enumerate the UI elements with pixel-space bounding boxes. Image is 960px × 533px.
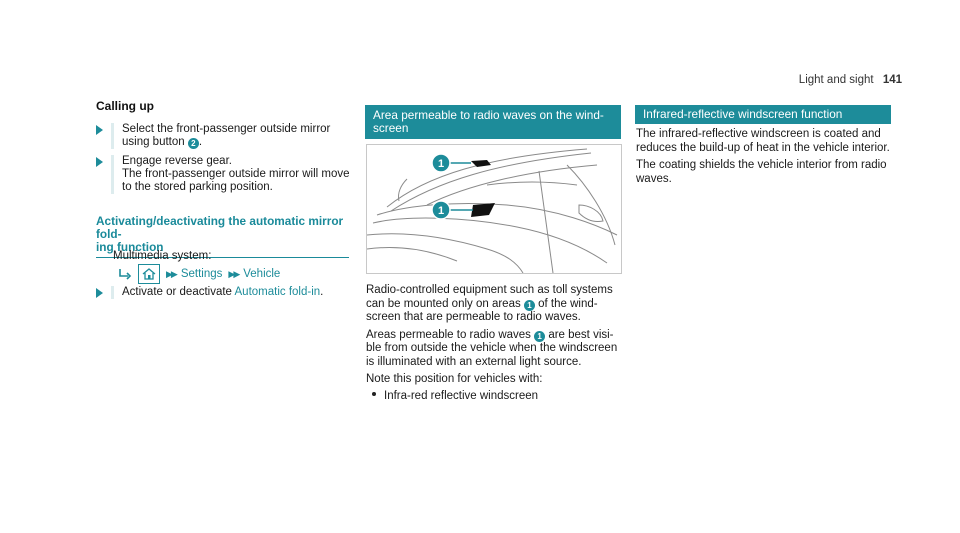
- calling-up-heading: Calling up: [96, 99, 154, 113]
- step-engage-reverse: [96, 155, 366, 194]
- step1-line1: Select the front-passenger outside mirror: [122, 123, 331, 135]
- p1-line2: [366, 298, 626, 312]
- menu-arrow-icon: [118, 268, 132, 280]
- infrared-banner: Infrared-reflective windscreen function: [635, 105, 891, 124]
- subheading-line2: ing function: [96, 240, 164, 254]
- double-chevron-icon: ▶▶: [166, 268, 176, 279]
- subheading-line1: Activating/deactivating the automatic mirror fold-: [96, 214, 344, 241]
- bullet-icon: [372, 392, 376, 396]
- c3-p2-line2: waves.: [636, 172, 672, 185]
- lower-permeable-area: [471, 203, 495, 217]
- p2-line3: is illuminated with an external light source.: [366, 355, 582, 368]
- p2-text-end: are best visi-: [548, 328, 614, 341]
- step1-line2: [122, 136, 330, 149]
- figure-callout-label: 1: [437, 158, 445, 170]
- step-select-mirror: [96, 123, 356, 149]
- step1-period: .: [198, 136, 203, 148]
- multimedia-label: Multimedia system:: [113, 250, 212, 262]
- col2-body: [366, 284, 626, 403]
- callout-badge-icon: 1: [534, 331, 545, 342]
- p3: Note this position for vehicles with:: [366, 373, 543, 385]
- step2-line1: Engage reverse gear.: [122, 155, 232, 167]
- automatic-fold-in-link[interactable]: Automatic fold-in: [234, 286, 321, 298]
- callout-badge-icon: 1: [524, 300, 535, 311]
- col3-body: [636, 128, 898, 186]
- p2-text: Areas permeable to radio waves: [366, 328, 531, 341]
- step-activate-fold: [96, 286, 366, 299]
- windscreen-illustration: [367, 145, 621, 273]
- p2-line2: ble from outside the vehicle when the windscreen: [366, 342, 618, 354]
- double-chevron-icon: ▶▶: [228, 268, 239, 279]
- p2-line1: [366, 329, 626, 343]
- step2-line3: to the stored parking position.: [122, 181, 273, 193]
- page-header: [799, 74, 902, 86]
- page-number: 141: [882, 74, 902, 86]
- c3-p1-line2: reduces the build-up of heat in the vehicle interior.: [636, 141, 890, 154]
- p1-text: can be mounted only on areas: [366, 297, 521, 310]
- home-icon[interactable]: [138, 264, 160, 284]
- nav-path: [118, 264, 280, 284]
- nav-settings[interactable]: Settings: [180, 268, 223, 280]
- step3-period: .: [320, 286, 324, 298]
- step-triangle-icon: [96, 125, 103, 135]
- step2-line2: The front-passenger outside mirror will move: [122, 168, 350, 180]
- windscreen-figure: [366, 144, 622, 274]
- callout-badge-icon: 2: [188, 138, 199, 149]
- c3-p2-line1: The coating shields the vehicle interior from radio: [636, 159, 887, 171]
- section-title: Light and sight: [798, 74, 874, 86]
- banner-line1: Area permeable to radio waves on the wind-: [373, 108, 604, 122]
- bullet-text: Infra-red reflective windscreen: [384, 389, 539, 402]
- step-triangle-icon: [96, 157, 103, 167]
- figure-callout-label: 1: [437, 205, 445, 217]
- p1-line1: Radio-controlled equipment such as toll systems: [366, 284, 613, 296]
- p1-line3: screen that are permeable to radio waves.: [366, 311, 581, 323]
- bullet-item: [366, 390, 626, 404]
- step-triangle-icon: [96, 288, 103, 298]
- step3-text: Activate or deactivate: [122, 286, 232, 298]
- banner-line2: screen: [373, 121, 409, 135]
- c3-p1-line1: The infrared-reflective windscreen is coated and: [636, 128, 881, 140]
- area-permeable-banner: [365, 105, 621, 139]
- nav-vehicle[interactable]: Vehicle: [243, 268, 281, 280]
- step1-text: using button: [122, 136, 185, 148]
- p1-text-end: of the wind-: [538, 297, 598, 310]
